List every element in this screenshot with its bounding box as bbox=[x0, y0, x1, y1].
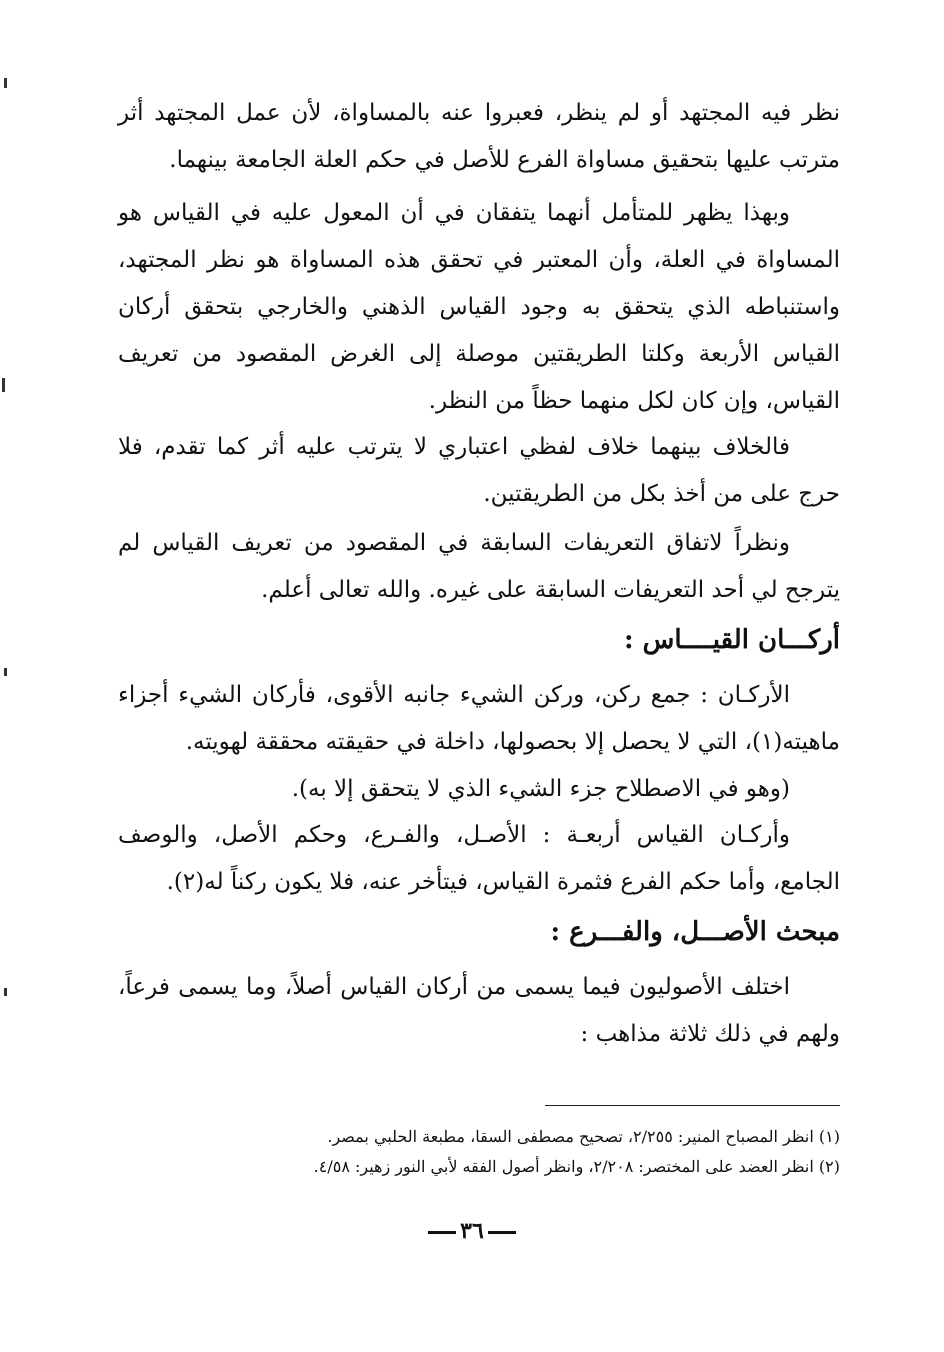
scan-edge-mark bbox=[4, 988, 7, 996]
scan-edge-mark bbox=[2, 378, 5, 392]
paragraph-2: وبهذا يظهر للمتأمل أنهما يتفقان في أن المعول عليه في القياس هو المساواة في العلة، وأن المعتبر في تحقق هذه المساواة هو نظر المجتهد، واستنباطه الذي يتحقق به وجود القياس الذهني والخارجي بتحقق أركان القياس الأربعة وكلتا الطريقتين موصلة إلى الغرض المقصود من تعريف القياس، وإن كان لكل منهما حظاً من النظر. bbox=[118, 200, 840, 414]
paragraph-7: وأركـان القياس أربعـة : الأصـل، والفـرع، وحكم الأصل، والوصف الجامع، وأما حكم الفرع فثمرة القياس، فيتأخر عنه، فلا يكون ركناً له(٢). bbox=[118, 822, 840, 895]
paragraph-8: اختلف الأصوليون فيما يسمى من أركان القياس أصلاً، وما يسمى فرعاً، ولهم في ذلك ثلاثة مذاهب : bbox=[118, 974, 840, 1047]
footnotes bbox=[118, 1122, 840, 1182]
paragraph-5: الأركـان : جمع ركن، وركن الشيء جانبه الأقوى، فأركان الشيء أجزاء ماهيته(١)، التي لا يحصل إلا بحصولها، داخلة في حقيقته محققة لهويته. bbox=[118, 682, 840, 755]
paragraph-4: ونظراً لاتفاق التعريفات السابقة في المقصود من تعريف القياس لم يترجح لي أحد التعريفات السابقة على غيره. والله تعالى أعلم. bbox=[118, 530, 840, 603]
page-number-dash bbox=[488, 1231, 516, 1234]
page-number bbox=[0, 1218, 944, 1244]
footnote-2: (٢) انظر العضد على المختصر: ٢/٢٠٨، وانظر أصول الفقه لأبي النور زهير: ٤/٥٨. bbox=[313, 1157, 840, 1176]
paragraph-6: (وهو في الاصطلاح جزء الشيء الذي لا يتحقق إلا به). bbox=[291, 776, 790, 802]
paragraph-1: نظر فيه المجتهد أو لم ينظر، فعبروا عنه بالمساواة، لأن عمل المجتهد أثر مترتب عليها بتحقيق مساواة الفرع للأصل في حكم العلة الجامعة بينهما. bbox=[118, 100, 840, 173]
section-heading-origin-branch: مبحث الأصـــل، والفـــرع : bbox=[550, 917, 840, 947]
section-heading-pillars: أركـــان القيــــاس : bbox=[624, 625, 840, 655]
footnote-separator bbox=[545, 1105, 840, 1106]
scan-edge-mark bbox=[4, 78, 7, 88]
paragraph-3: فالخلاف بينهما خلاف لفظي اعتباري لا يترتب عليه أثر كما تقدم، فلا حرج على من أخذ بكل من الطريقتين. bbox=[118, 434, 840, 507]
footnote-1: (١) انظر المصباح المنير: ٢/٢٥٥، تصحيح مصطفى السقا، مطبعة الحلبي بمصر. bbox=[327, 1127, 840, 1146]
page-number-dash bbox=[428, 1231, 456, 1234]
scan-edge-mark bbox=[4, 668, 7, 676]
page-number-value: ٣٦ bbox=[460, 1218, 484, 1244]
